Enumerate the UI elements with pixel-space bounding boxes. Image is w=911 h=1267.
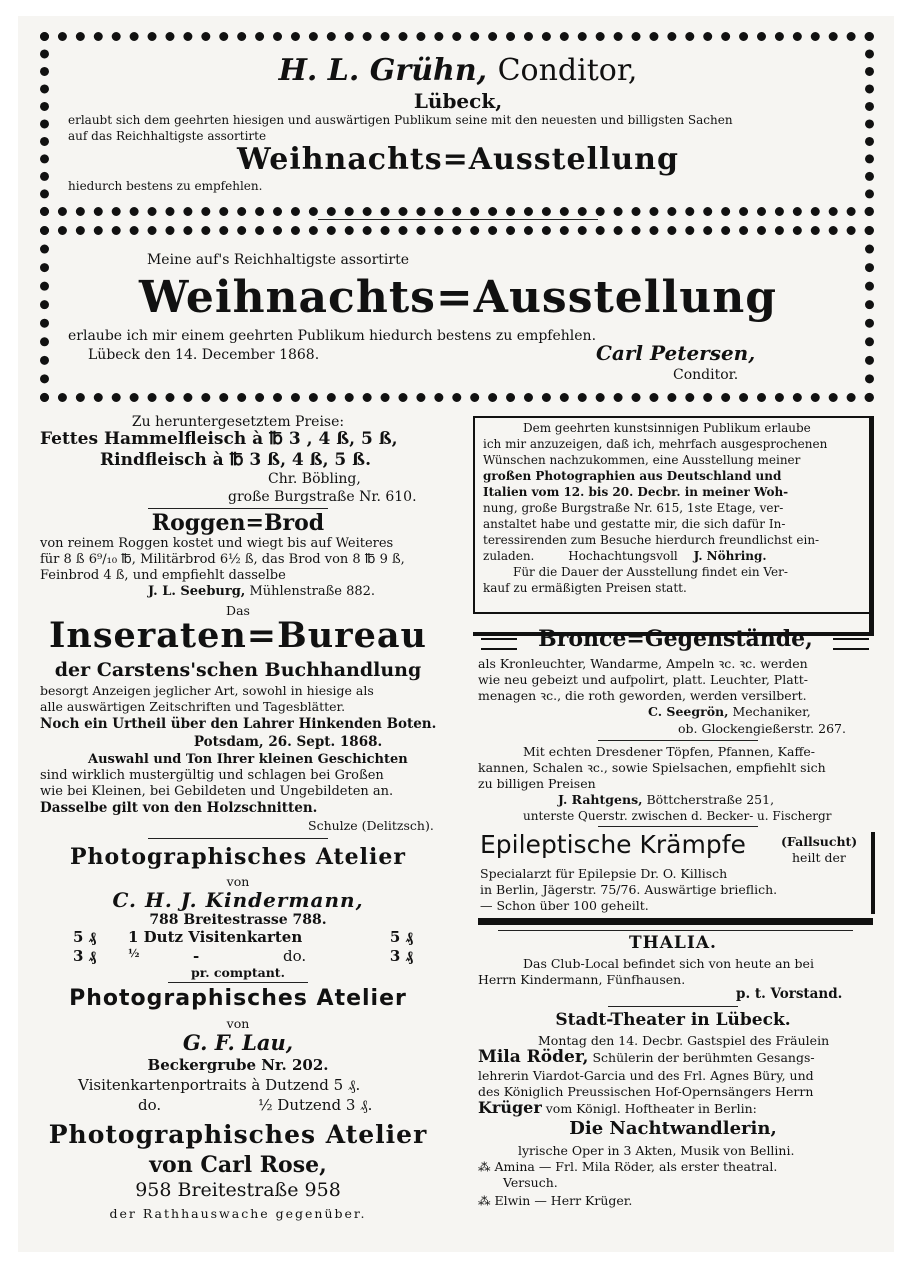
divider	[498, 930, 853, 931]
ad-text-line: von	[226, 1016, 250, 1031]
ad-text-line: als Kronleuchter, Wandarme, Ampeln ꝛc. ꝛc. werden	[478, 656, 808, 671]
advertiser-name: J. Rahtgens,	[558, 792, 643, 807]
ad-headline: Photographisches Atelier	[48, 1120, 428, 1149]
ad-text-line: kauf zu ermäßigten Preisen statt.	[483, 581, 687, 595]
ad-text-line: der Rathhauswache gegenüber.	[109, 1206, 367, 1221]
ad-text-line: Auswahl und Ton Ihrer kleinen Geschichten	[88, 752, 408, 767]
ad-text-line: von	[226, 874, 250, 889]
heavy-rule	[478, 918, 873, 925]
divider	[318, 219, 598, 220]
advertiser-name: H. L. Grühn, Conditor,	[278, 53, 638, 88]
ad-text-line: Fettes Hammelfleisch à ℔ 3 , 4 ß, 5 ß,	[40, 429, 398, 449]
cast-line: ⁂ Elwin — Herr Krüger.	[478, 1193, 633, 1208]
ad-text-line: Dasselbe gilt von den Holzschnitten.	[40, 800, 318, 816]
rule-decoration	[833, 638, 869, 650]
ad-text-fragment: zuladen.	[483, 549, 535, 563]
advertiser-address: Böttcherstraße 251,	[646, 792, 775, 807]
ad-intro: Meine auf's Reichhaltigste assortirte	[146, 252, 410, 268]
price-fraction: ½	[128, 947, 140, 960]
ad-text-fragment: vom Königl. Hoftheater in Berlin:	[545, 1101, 757, 1116]
ad-text-line: hiedurch bestens zu empfehlen.	[68, 179, 263, 193]
ad-text-line: — Schon über 100 geheilt.	[480, 898, 649, 913]
advertiser-name: Carl Petersen,	[596, 341, 756, 365]
price-value: 3 ₰	[389, 947, 413, 965]
advertiser-address: große Burgstraße Nr. 610.	[228, 489, 417, 505]
ad-headline: Inseraten=Bureau	[49, 615, 427, 656]
ad-headline: Stadt-Theater in Lübeck.	[555, 1010, 791, 1030]
advertiser-name: G. F. Lau,	[182, 1030, 294, 1055]
ad-headline: Roggen=Brod	[151, 510, 325, 536]
ad-text-line: lehrerin Viardot-Garcia und des Frl. Agnes Büry, und	[478, 1068, 814, 1083]
divider	[148, 838, 328, 839]
ad-subheadline: (Fallsucht)	[781, 834, 858, 849]
ad-headline: Photographisches Atelier	[70, 844, 406, 870]
ad-text-line: zu billigen Preisen	[478, 776, 596, 791]
ad-dateline: Potsdam, 26. Sept. 1868.	[193, 734, 383, 750]
ad-text-line: in Berlin, Jägerstr. 75/76. Auswärtige brieflich.	[480, 882, 778, 897]
ad-intro: Das	[226, 603, 250, 618]
ad-text-line: Italien vom 12. bis 20. Decbr. in meiner Woh-	[483, 485, 789, 499]
ad-text-block	[483, 420, 868, 596]
ad-date: Lübeck den 14. December 1868.	[88, 347, 320, 363]
price-line	[73, 947, 413, 966]
ad-headline: Epileptische Krämpfe	[480, 830, 746, 859]
divider	[598, 740, 758, 741]
advertiser-name: von Carl Rose,	[149, 1152, 327, 1178]
ad-text-line: anstaltet habe und gestatte mir, die sich dafür In-	[483, 517, 786, 531]
ad-text-line: Dem geehrten kunstsinnigen Publikum erlaube	[523, 421, 811, 435]
price-item: 1 Dutz Visitenkarten	[128, 928, 303, 946]
ad-text-line: sind wirklich mustergültig und schlagen bei Großen	[40, 768, 384, 783]
ad-subheadline: der Carstens'schen Buchhandlung	[54, 659, 422, 681]
ad-headline: Weihnachts=Ausstellung	[237, 142, 679, 177]
ad-text-line: kannen, Schalen ꝛc., sowie Spielsachen, empfiehlt sich	[478, 760, 826, 775]
box-shadow	[869, 416, 874, 636]
ad-headline: Photographisches Atelier	[69, 986, 407, 1011]
ad-text-line: besorgt Anzeigen jeglicher Art, sowohl in hiesige als	[40, 683, 374, 698]
payment-terms: pr. comptant.	[191, 965, 285, 980]
advertiser-address: 958 Breitestraße 958	[135, 1179, 341, 1201]
ad-text-line: teressirenden zum Besuche hierdurch freundlichst ein-	[483, 533, 820, 547]
side-rule	[871, 832, 875, 914]
ad-signature: p. t. Vorstand.	[736, 986, 843, 1002]
rule-decoration	[481, 638, 517, 650]
advertiser-line	[648, 704, 811, 720]
divider	[148, 508, 328, 509]
ad-text-line: unterste Querstr. zwischen d. Becker- u. Fischergr	[523, 809, 832, 823]
advertiser-address: Beckergrube Nr. 202.	[147, 1056, 329, 1074]
advertiser-address: 788 Breitestrasse 788.	[149, 912, 327, 928]
price-value: 3 ₰	[73, 947, 97, 965]
ad-headline: Bronce=Gegenstände,	[538, 626, 813, 652]
advertiser-address: Mühlenstraße 882.	[249, 584, 376, 599]
ad-text-line: Montag den 14. Decbr. Gastspiel des Fräulein	[538, 1033, 830, 1048]
ad-intro: Zu heruntergesetztem Preise:	[131, 414, 345, 430]
ad-text-line: ich mir anzuzeigen, daß ich, mehrfach ausgesprochenen	[483, 437, 828, 451]
ad-text-line: alle auswärtigen Zeitschriften und Tagesblätter.	[40, 699, 346, 714]
ad-text-line: großen Photographien aus Deutschland und	[483, 469, 782, 483]
ad-text-line: nung, große Burgstraße Nr. 615, 1ste Etage, ver-	[483, 501, 784, 515]
price-item: do.	[138, 1096, 162, 1114]
ad-text-line: erlaubt sich dem geehrten hiesigen und auswärtigen Publikum seine mit den neuesten und billigsten Sachen	[68, 113, 733, 127]
price-dash: -	[193, 947, 200, 965]
ad-text-line: für 8 ß 6⁹/₁₀ ℔, Militärbrod 6½ ß, das Brod von 8 ℔ 9 ß,	[40, 552, 405, 567]
cast-line: ⁂ Amina — Frl. Mila Röder, als erster theatral.	[478, 1159, 778, 1174]
ad-headline: Weihnachts=Ausstellung	[139, 272, 777, 323]
ad-text-line: Rindfleisch à ℔ 3 ß, 4 ß, 5 ß.	[100, 450, 372, 470]
ad-text-line: Feinbrod 4 ß, und empfiehlt dasselbe	[40, 568, 286, 583]
ad-text-line: lyrische Oper in 3 Akten, Musik von Bellini.	[518, 1143, 795, 1158]
price-line: Visitenkartenportraits à Dutzend 5 ₰.	[78, 1076, 361, 1094]
ad-text-line	[478, 1047, 815, 1067]
city-name: Lübeck,	[413, 89, 503, 113]
ad-text-line: Für die Dauer der Ausstellung findet ein Ver-	[513, 565, 788, 579]
greeting: Hochachtungsvoll	[568, 549, 678, 563]
ad-text-fragment: Schülerin der berühmten Gesangs-	[592, 1050, 815, 1065]
ad-subheadline: heilt der	[792, 850, 846, 865]
ad-text-line: Mit echten Dresdener Töpfen, Pfannen, Kaffe-	[523, 744, 815, 759]
ad-text-line: Wünschen nachzukommen, eine Ausstellung meiner	[483, 453, 801, 467]
ad-text-line	[478, 1098, 757, 1117]
ad-text-line	[483, 548, 868, 564]
price-line	[138, 1096, 418, 1114]
advertiser-line	[148, 584, 375, 600]
divider	[168, 982, 308, 983]
price-value: 5 ₰	[389, 928, 413, 946]
advertiser-name: Chr. Böbling,	[268, 471, 361, 487]
ad-text-line: Herrn Kindermann, Fünfhausen.	[478, 972, 686, 987]
divider	[598, 826, 758, 827]
advertiser-line	[558, 792, 774, 808]
ad-text-line: wie bei Kleinen, bei Gebildeten und Ungebildeten an.	[40, 784, 394, 799]
advertiser-address: ob. Glockengießerstr. 267.	[678, 721, 846, 736]
cast-line: Versuch.	[503, 1175, 558, 1190]
ad-text-line: wie neu gebeizt und aufpolirt, platt. Leuchter, Platt-	[478, 672, 808, 687]
advertiser-name: J. L. Seeburg,	[148, 584, 246, 599]
price-item: ½ Dutzend 3 ₰.	[258, 1096, 373, 1114]
price-line	[73, 928, 413, 947]
advertiser-name: C. Seegrön,	[648, 704, 729, 719]
ad-text-line: Noch ein Urtheil über den Lahrer Hinkenden Boten.	[40, 716, 437, 732]
ad-text-line: menagen ꝛc., die roth geworden, werden versilbert.	[478, 688, 807, 703]
price-item: do.	[283, 947, 307, 965]
ad-headline: THALIA.	[629, 933, 717, 953]
advertiser-name: J. Nöhring.	[693, 549, 767, 563]
ad-text-line: des Königlich Preussischen Hof-Opernsängers Herrn	[478, 1084, 814, 1099]
advertiser-trade: Conditor.	[673, 367, 739, 383]
performer-name: Mila Röder,	[478, 1047, 589, 1067]
ad-text-line: Das Club-Local befindet sich von heute an bei	[523, 956, 814, 971]
ad-text-line: erlaube ich mir einem geehrten Publikum hiedurch bestens zu empfehlen.	[68, 328, 597, 344]
opera-title: Die Nachtwandlerin,	[569, 1118, 777, 1139]
advertiser-name: C. H. J. Kindermann,	[112, 888, 364, 912]
ad-text-line: auf das Reichhaltigste assortirte	[68, 129, 267, 143]
quote-signature: Schulze (Delitzsch).	[308, 818, 434, 833]
newspaper-page	[18, 16, 894, 1252]
performer-name: Krüger	[478, 1098, 542, 1117]
price-value: 5 ₰	[73, 928, 97, 946]
advertiser-trade: Mechaniker,	[732, 704, 811, 719]
divider	[608, 1006, 738, 1007]
ad-text-line: Specialarzt für Epilepsie Dr. O. Killisch	[480, 866, 728, 881]
ad-text-line: von reinem Roggen kostet und wiegt bis auf Weiteres	[40, 536, 394, 551]
